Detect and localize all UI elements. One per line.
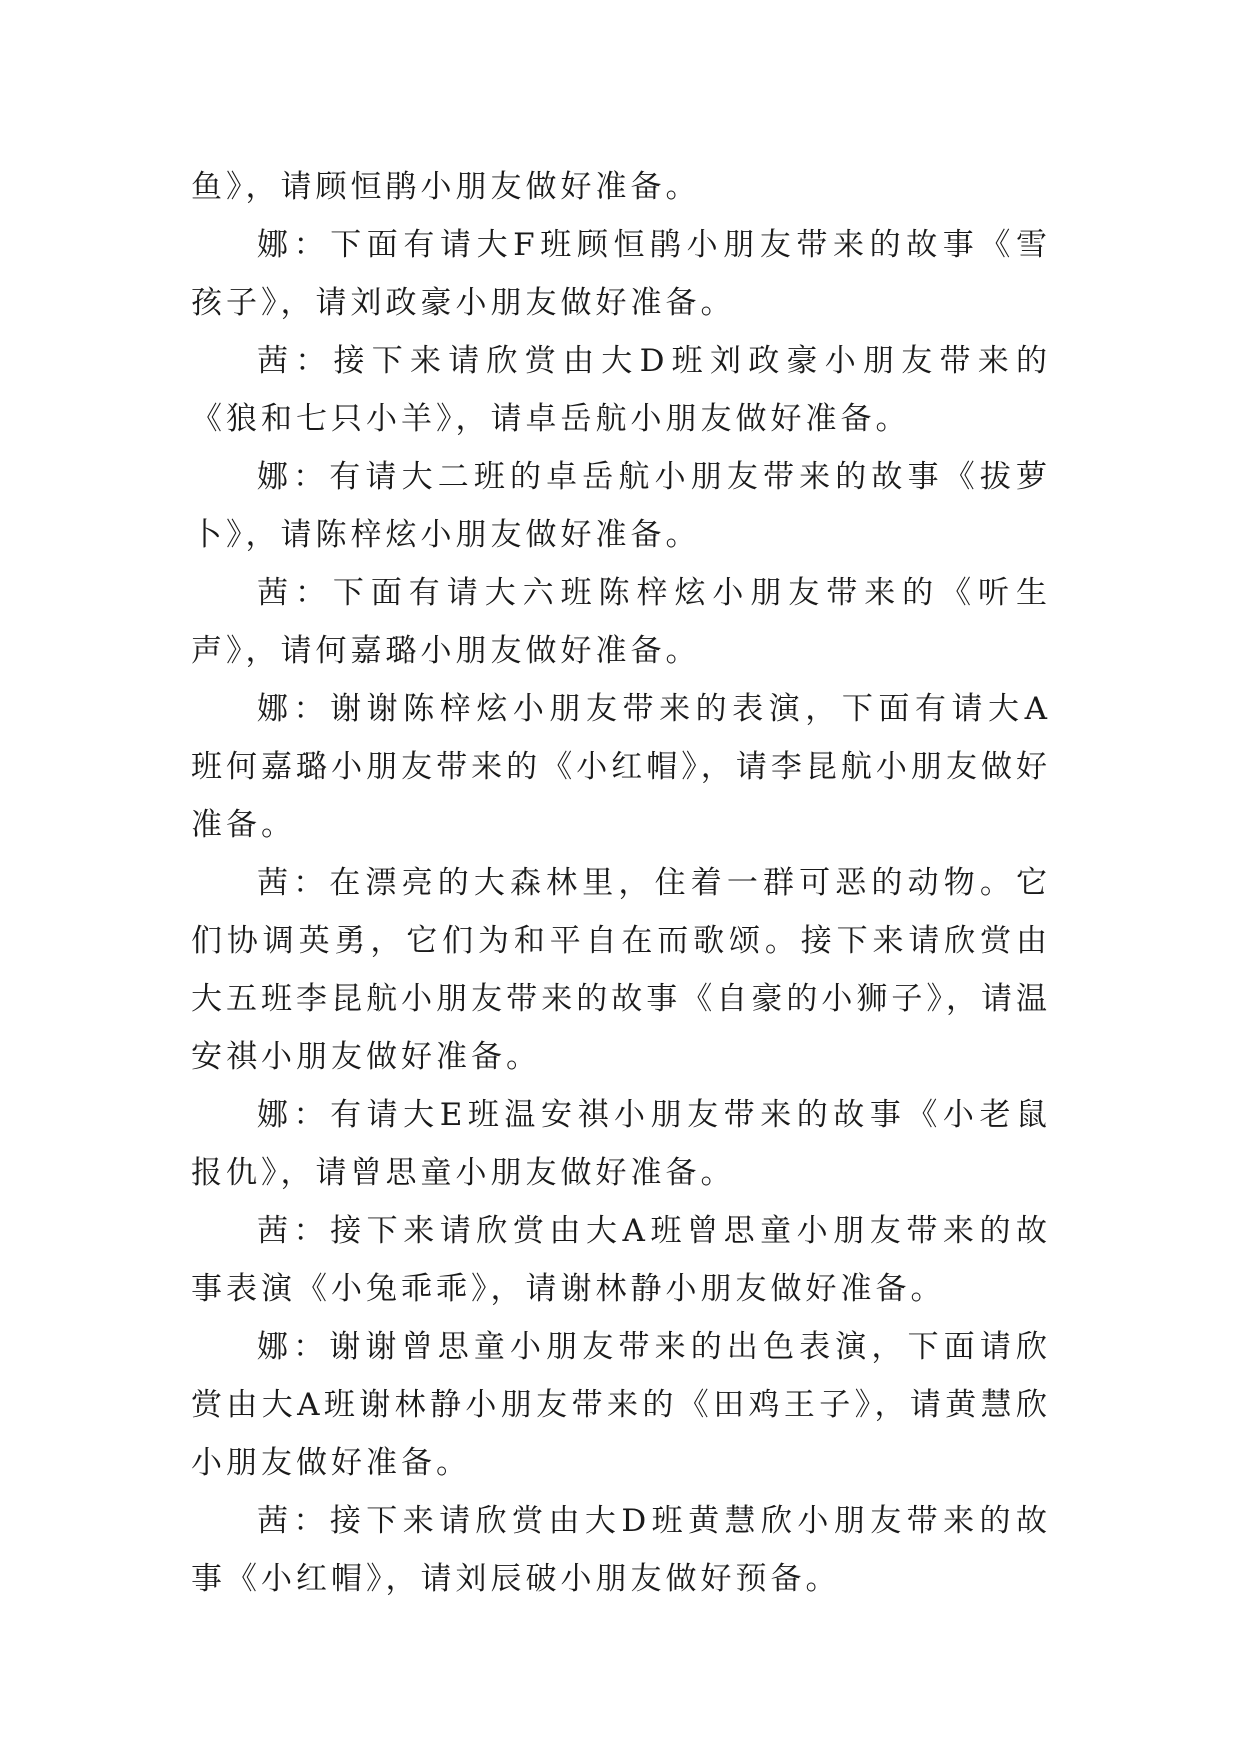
paragraph: 茜：在漂亮的大森林里，住着一群可恶的动物。它们协调英勇，它们为和平自在而歌颂。接下来请欣赏由大五班李昆航小朋友带来的故事《自豪的小狮子》，请温安祺小朋友做好准备。	[191, 865, 1051, 1075]
paragraph: 娜：谢谢陈梓炫小朋友带来的表演，下面有请大A班何嘉璐小朋友带来的《小红帽》，请李昆航小朋友做好准备。	[191, 691, 1051, 843]
paragraph: 娜：下面有请大F班顾恒鹃小朋友带来的故事《雪孩子》，请刘政豪小朋友做好准备。	[191, 227, 1051, 321]
paragraph: 茜：接下来请欣赏由大A班曾思童小朋友带来的故事表演《小兔乖乖》，请谢林静小朋友做好准备。	[191, 1213, 1051, 1307]
paragraph: 茜：接下来请欣赏由大D班刘政豪小朋友带来的《狼和七只小羊》，请卓岳航小朋友做好准备。	[191, 343, 1051, 437]
paragraph: 鱼》，请顾恒鹃小朋友做好准备。	[191, 169, 701, 205]
paragraph: 茜：下面有请大六班陈梓炫小朋友带来的《听生声》，请何嘉璐小朋友做好准备。	[191, 575, 1051, 669]
paragraph: 娜：谢谢曾思童小朋友带来的出色表演，下面请欣赏由大A班谢林静小朋友带来的《田鸡王子》，请黄慧欣小朋友做好准备。	[191, 1329, 1051, 1481]
paragraph: 娜：有请大E班温安祺小朋友带来的故事《小老鼠报仇》，请曾思童小朋友做好准备。	[191, 1097, 1051, 1191]
document-body	[191, 158, 1051, 1608]
paragraph: 茜：接下来请欣赏由大D班黄慧欣小朋友带来的故事《小红帽》，请刘辰破小朋友做好预备。	[191, 1503, 1051, 1597]
paragraph: 娜：有请大二班的卓岳航小朋友带来的故事《拔萝卜》，请陈梓炫小朋友做好准备。	[191, 459, 1051, 553]
